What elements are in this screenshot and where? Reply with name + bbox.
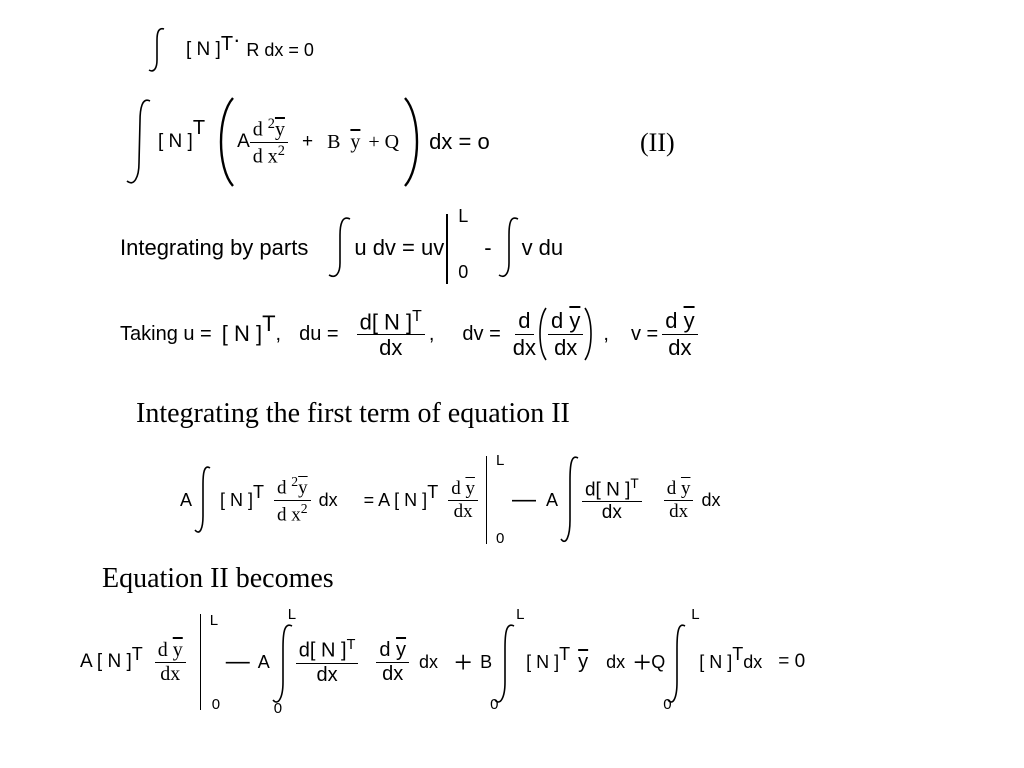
upper-limit: L <box>209 612 219 629</box>
equation-label: (II) <box>640 128 675 157</box>
coef-q: Q <box>651 651 666 672</box>
second-derivative-fraction: $\frac{d ^2\overline{y}}{d x^2}$ <box>274 475 311 525</box>
plus-q: + Q <box>368 130 400 153</box>
integral-sign <box>124 97 154 187</box>
parts-label: Integrating by parts <box>120 235 309 260</box>
lower-limit: 0 <box>211 696 221 713</box>
integral-sign <box>558 454 582 546</box>
first-derivative-fraction: $\frac{d \overline{y}}{dx}$ <box>155 640 186 685</box>
coef-b: B <box>480 651 493 672</box>
transpose-symbol: T <box>732 643 744 664</box>
integral-sign <box>270 622 296 706</box>
integration-by-parts <box>120 206 564 286</box>
integral-sign <box>326 215 354 281</box>
transpose-symbol: T <box>220 32 234 55</box>
evaluation-bar <box>446 206 480 286</box>
matrix-n: [ N ] <box>220 489 254 510</box>
y-bar: $\overline{y}$ <box>350 130 361 153</box>
matrix-n: [ N ] <box>186 39 221 60</box>
left-paren <box>536 306 548 362</box>
v-fraction: $\frac{d \overline{y}}{dx}$ <box>662 309 697 358</box>
integral-sign <box>146 26 168 74</box>
heading-first-term: Integrating the first term of equation II <box>136 398 570 429</box>
v-label: v = <box>630 322 659 345</box>
matrix-n: [ N ] <box>158 131 193 152</box>
equals-zero: = 0 <box>778 651 806 672</box>
equation-1 <box>146 26 314 74</box>
coef-b: B <box>327 130 341 153</box>
right-paren <box>401 96 425 188</box>
comma: , <box>603 322 609 345</box>
coef-a: A <box>545 489 558 510</box>
upper-limit: L <box>287 606 297 623</box>
lower-limit: 0 <box>458 262 469 282</box>
dy-dx-fraction: $\frac{d \overline{y}}{dx}$ <box>376 640 409 685</box>
integral-sign <box>492 622 518 706</box>
matrix-n: [ N ] <box>526 651 560 672</box>
minus-sign: — <box>225 648 250 675</box>
right-paren <box>583 306 595 362</box>
integral-sign <box>665 622 689 706</box>
dot-operator: · <box>233 27 241 52</box>
matrix-n: [ N ] <box>221 321 263 346</box>
y-bar: $\overline{y}$ <box>578 650 589 673</box>
equation-3 <box>180 454 720 546</box>
dn-dx-fraction: $\frac{d[ N ]^T}{dx}$ <box>296 638 359 686</box>
integral-with-limits <box>270 606 297 717</box>
transpose-symbol: T <box>131 643 143 664</box>
eq1-rest: R dx = 0 <box>246 39 314 60</box>
lower-limit: 0 <box>490 696 499 713</box>
dx: dx <box>419 651 439 672</box>
minus-sign: - <box>484 235 492 260</box>
dn-dx-fraction: $\frac{d[ N ]^T}{dx}$ <box>582 477 642 523</box>
upper-limit: L <box>458 206 469 226</box>
dv-label: dv = <box>462 322 501 345</box>
comma: , <box>428 322 435 345</box>
plus-sign: + <box>454 643 473 680</box>
plus-sign: + <box>301 131 314 152</box>
eq2-rest: dx = o <box>429 129 490 154</box>
dv-inner-fraction: $\frac{d \overline{y}}{dx}$ <box>548 309 583 358</box>
first-derivative-fraction: $\frac{d \overline{y}}{dx}$ <box>448 479 478 522</box>
taking-label: Taking u = <box>120 322 212 345</box>
equals-a-matrix: = A [ N ] <box>363 489 428 510</box>
transpose-symbol: T <box>559 643 571 664</box>
coef-a: A <box>257 651 270 672</box>
a-matrix: A [ N ] <box>80 651 132 672</box>
substitution-line <box>120 306 698 362</box>
equation-4 <box>80 606 806 717</box>
integral-with-limits <box>490 606 525 713</box>
v-du: v du <box>521 235 564 260</box>
du-label: du = <box>299 322 339 345</box>
transpose-symbol: T <box>192 116 206 139</box>
dx: dx <box>318 489 338 510</box>
integral-with-limits <box>663 606 700 713</box>
upper-limit: L <box>516 606 525 623</box>
left-paren <box>213 96 237 188</box>
transpose-symbol: T <box>262 311 276 336</box>
coef-a: A <box>237 131 250 152</box>
transpose-symbol: T <box>427 481 439 502</box>
dy-dx-fraction: $\frac{d \overline{y}}{dx}$ <box>664 479 694 522</box>
integral-sign <box>496 215 522 281</box>
lower-limit: 0 <box>273 700 283 717</box>
evaluation-bar <box>486 454 512 546</box>
minus-sign: — <box>511 486 536 513</box>
integral-sign <box>192 464 214 536</box>
evaluation-bar <box>200 612 226 712</box>
dx: dx <box>606 651 626 672</box>
u-dv-uv: u dv = uv <box>354 235 445 260</box>
plus-sign: + <box>633 643 652 680</box>
lower-limit: 0 <box>495 530 505 547</box>
upper-limit: L <box>495 452 505 469</box>
upper-limit: L <box>691 606 700 623</box>
lower-limit: 0 <box>663 696 672 713</box>
comma: , <box>275 322 282 345</box>
dx: dx <box>701 489 721 510</box>
coef-a: A <box>180 489 193 510</box>
du-fraction: $\frac{d[ N ]^T}{dx}$ <box>357 309 425 360</box>
transpose-symbol: T <box>253 481 265 502</box>
second-derivative-fraction: $\frac{d ^2\overline{y}}{d x^2}$ <box>250 117 288 167</box>
dv-outer-fraction: $\frac{d}{dx}$ <box>512 308 536 360</box>
equation-2 <box>124 96 490 188</box>
dx: dx <box>743 651 763 672</box>
heading-equation-becomes: Equation II becomes <box>102 563 334 594</box>
matrix-n: [ N ] <box>699 651 733 672</box>
